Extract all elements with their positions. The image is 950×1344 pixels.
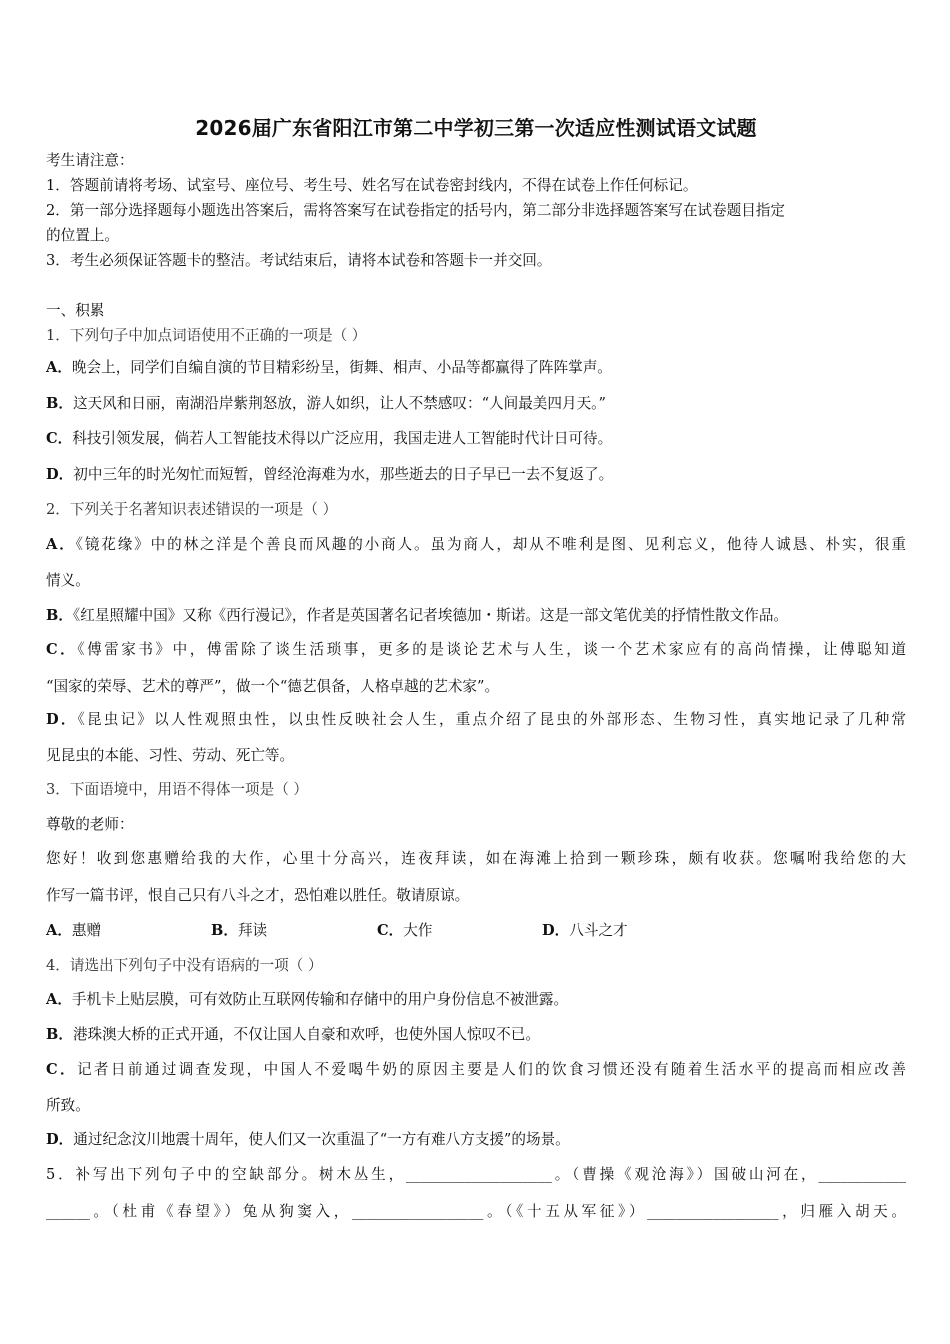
q3-option-a [46,920,101,942]
q4-option-c-cont: 所致。 [46,1097,90,1114]
q1-stem: 1．下列句子中加点词语使用不正确的一项是（ ） [46,327,367,344]
q1-option-d [46,464,906,486]
option-text: 《镜花缘》中的林之洋是个善良而风趣的小商人。虽为商人，却从不唯利是图、见利忘义，他待人诚恳、朴实，很重 [75,536,906,553]
option-label: D． [46,1131,74,1148]
notice-item-2-cont: 的位置上。 [46,227,119,244]
option-text: 科技引领发展，倘若人工智能技术得以广泛应用，我国走进人工智能时代计日可待。 [72,430,613,447]
option-label: C． [377,922,404,939]
option-text: 晚会上，同学们自编自演的节目精彩纷呈，街舞、相声、小品等都赢得了阵阵掌声。 [71,359,612,376]
q2-option-c [46,639,906,661]
page-title: 2026届广东省阳江市第二中学初三第一次适应性测试语文试题 [195,116,757,140]
q4-option-d [46,1129,906,1151]
q4-option-c [46,1059,906,1081]
q4-stem: 4．请选出下列句子中没有语病的一项（ ） [46,957,323,974]
notice-item-3: 3．考生必须保证答题卡的整洁。考试结束后，请将本试卷和答题卡一并交回。 [46,252,552,269]
option-label: B． [46,607,73,624]
option-label: C． [46,1061,77,1078]
option-label: D． [46,466,74,483]
q2-option-b [46,605,906,627]
q1-option-c [46,428,906,450]
notice-heading: 考生请注意： [46,152,134,169]
option-text: 这天风和日丽，南湖沿岸紫荆怒放，游人如织，让人不禁感叹：“人间最美四月天。” [72,395,606,412]
q2-option-a-cont: 情义。 [46,572,90,589]
option-text: 通过纪念汶川地震十周年，使人们又一次重温了“一方有难八方支援”的场景。 [73,1131,570,1148]
q2-option-a [46,534,906,556]
option-text: 大作 [403,922,433,939]
option-label: D． [542,922,570,939]
q3-letter-line-1: 您好！收到您惠赠给我的大作，心里十分高兴，连夜拜读，如在海滩上拾到一颗珍珠，颇有收获。您嘱咐我给您的大 [46,850,906,867]
option-label: B． [46,1026,73,1043]
option-text: 惠赠 [71,922,102,939]
option-label: B． [211,922,238,939]
option-label: D． [46,711,78,728]
option-text: 拜读 [237,922,268,939]
q2-stem: 2．下列关于名著知识表述错误的一项是（ ） [46,501,338,518]
option-text: 八斗之才 [569,922,628,939]
q3-option-d [542,920,628,942]
notice-item-2: 2．第一部分选择题每小题选出答案后，需将答案写在试卷指定的括号内，第二部分非选择题答案写在试卷题目指定 [46,202,785,219]
q3-option-c [377,920,432,942]
option-text: 《红星照耀中国》又称《西行漫记》，作者是英国著名记者埃德加・斯诺。这是一部文笔优美的抒情性散文作品。 [72,607,789,624]
q1-option-b [46,393,906,415]
option-label: A． [46,359,72,376]
option-label: A． [46,991,72,1008]
q2-option-c-cont: “国家的荣辱、艺术的尊严”，做一个“德艺俱备，人格卓越的艺术家”。 [46,678,500,695]
option-text: 记者日前通过调查发现，中国人不爱喝牛奶的原因主要是人们的饮食习惯还没有随着生活水平的提高而相应改善 [76,1061,906,1078]
option-label: C． [46,430,73,447]
option-label: A． [46,922,72,939]
option-text: 初中三年的时光匆忙而短暂，曾经沧海难为水，那些逝去的日子早已一去不复返了。 [73,466,614,483]
option-text: 手机卡上贴层膜，可有效防止互联网传输和存储中的用户身份信息不被泄露。 [71,991,569,1008]
option-label: A． [46,536,76,553]
q4-option-a [46,989,906,1011]
q3-letter-line-2: 作写一篇书评，恨自己只有八斗之才，恐怕难以胜任。敬请原谅。 [46,887,470,904]
option-text: 《昆虫记》以人性观照虫性，以虫性反映社会人生，重点介绍了昆虫的外部形态、生物习性，真实地记录了几种常 [77,711,906,728]
q1-option-a [46,357,906,379]
q2-option-d [46,709,906,731]
section-heading: 一、积累 [46,302,105,319]
option-text: 《傅雷家书》中，傅雷除了谈生活琐事，更多的是谈论艺术与人生，谈一个艺术家应有的高尚情操，让傅聪知道 [77,641,906,658]
option-label: C． [46,641,78,658]
q5-line-1: 5．补写出下列句子中的空缺部分。树木丛生，____________________。（曹操《观沧海》）国破山河在，____________ [46,1166,906,1183]
option-text: 港珠澳大桥的正式开通，不仅让国人自豪和欢呼，也使外国人惊叹不已。 [72,1026,540,1043]
q3-option-b [211,920,267,942]
q5-line-2: ______。（杜甫《春望》）兔从狗窦入，__________________。（《十五从军征》）__________________，归雁入胡天。 [46,1203,906,1220]
q4-option-b [46,1024,906,1046]
q2-option-d-cont: 见昆虫的本能、习性、劳动、死亡等。 [46,747,295,764]
option-label: B． [46,395,73,412]
q3-stem: 3．下面语境中，用语不得体一项是（ ） [46,781,309,798]
notice-item-1: 1．答题前请将考场、试室号、座位号、考生号、姓名写在试卷密封线内，不得在试卷上作任何标记。 [46,177,698,194]
q3-salutation: 尊敬的老师： [46,816,134,833]
